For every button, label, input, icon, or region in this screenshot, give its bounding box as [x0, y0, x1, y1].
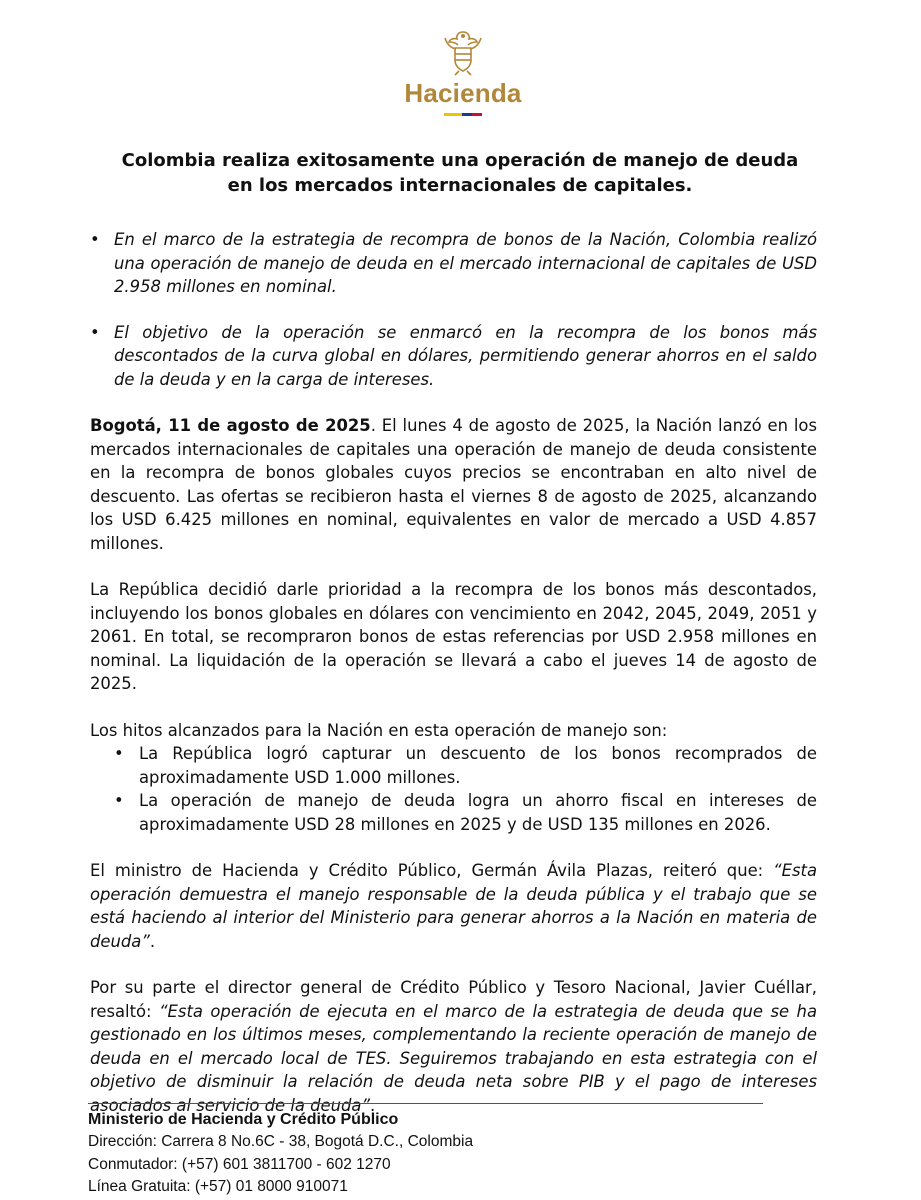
bullet-icon: •	[90, 322, 100, 342]
title-line-1: Colombia realiza exitosamente una operación de manejo de deuda	[121, 150, 799, 171]
footer-hotline: Línea Gratuita: (+57) 01 8000 910071	[88, 1178, 348, 1195]
paragraph-1	[90, 414, 817, 555]
milestones-intro: Los hitos alcanzados para la Nación en esta operación de manejo son:	[90, 720, 668, 740]
quote-lead: El ministro de Hacienda y Crédito Público, Germán Ávila Plazas, reiteró que:	[90, 861, 774, 880]
title-line-2: en los mercados internacionales de capitales.	[227, 175, 693, 196]
footer-divider	[88, 1103, 763, 1104]
milestone-item	[90, 789, 817, 836]
bullet-icon: •	[90, 230, 100, 249]
bullet-icon: •	[114, 791, 124, 810]
logo-wordmark: Hacienda	[404, 78, 522, 108]
quote-end: .	[149, 931, 156, 951]
milestones-list	[90, 742, 817, 836]
footer-phone: Conmutador: (+57) 601 3811700 - 602 1270	[88, 1155, 391, 1173]
dateline: Bogotá, 11 de agosto de 2025	[90, 416, 371, 435]
footer-address: Dirección: Carrera 8 No.6C - 38, Bogotá D.C., Colombia	[88, 1133, 474, 1150]
highlight-text: En el marco de la estrategia de recompra de bonos de la Nación, Colombia realizó una operación de manejo de deuda en el mercado internacional de capitales de USD 2.958 millones en nominal.	[114, 230, 817, 296]
press-release-body	[90, 228, 817, 1117]
paragraph-director-quote	[90, 976, 817, 1117]
press-release-title	[70, 148, 850, 198]
milestone-text: La operación de manejo de deuda logra un ahorro fiscal en intereses de aproximadamente USD 28 millones en 2025 y de USD 135 millones en 2026.	[139, 791, 817, 834]
paragraph-1-text: . El lunes 4 de agosto de 2025, la Nación lanzó en los mercados internacionales de capitales una operación de manejo de deuda consistente en la recompra de bonos globales cuyos precios se encontraban en alto nivel de descuento. Las ofertas se recibieron hasta el viernes 8 de agosto de 2025, alcanzando los USD 6.425 millones en nominal, equivalentes en valor de mercado a USD 4.857 millones.	[90, 416, 817, 553]
coat-of-arms-icon	[441, 28, 485, 76]
milestone-text: La República logró capturar un descuento de los bonos recomprados de aproximadamente USD 1.000 millones.	[139, 744, 817, 787]
highlights-list	[90, 228, 817, 391]
quote-end: .	[369, 1095, 376, 1115]
director-quote: “Esta operación de ejecuta en el marco de la estrategia de deuda que se ha gestionado en los últimos meses, complementando la reciente operación de manejo de deuda en el mercado local de TES. Seguiremos trabajando en esta estrategia con el objetivo de disminuir la relación de deuda neta sobre PIB y el pago de intereses asociados al servicio de la deuda”	[90, 1001, 817, 1115]
minister-quote: “Esta operación demuestra el manejo responsable de la deuda pública y el trabajo que se está haciendo al interior del Ministerio para generar ahorros a la Nación en materia de deuda”	[90, 861, 817, 951]
milestone-item	[90, 742, 817, 789]
highlight-item	[90, 321, 817, 392]
bullet-icon: •	[114, 744, 124, 763]
paragraph-2: La República decidió darle prioridad a la recompra de los bonos más descontados, incluyendo los bonos globales en dólares con vencimiento en 2042, 2045, 2049, 2051 y 2061. En total, se recompraron bonos de estas referencias por USD 2.958 millones en nominal. La liquidación de la operación se llevará a cabo el jueves 14 de agosto de 2025.	[90, 580, 817, 693]
flag-stripe	[398, 113, 528, 116]
highlight-item	[90, 228, 817, 299]
hacienda-logo	[398, 28, 528, 116]
quote-lead: Por su parte el director general de Crédito Público y Tesoro Nacional, Javier Cuéllar, resaltó:	[90, 978, 817, 1021]
paragraph-minister-quote	[90, 859, 817, 953]
footer-ministry-name: Ministerio de Hacienda y Crédito Público	[88, 1111, 399, 1128]
highlight-text: El objetivo de la operación se enmarcó en la recompra de los bonos más descontados de la curva global en dólares, permitiendo generar ahorros en el saldo de la deuda y en la carga de intereses.	[114, 322, 817, 389]
footer	[88, 1103, 768, 1199]
